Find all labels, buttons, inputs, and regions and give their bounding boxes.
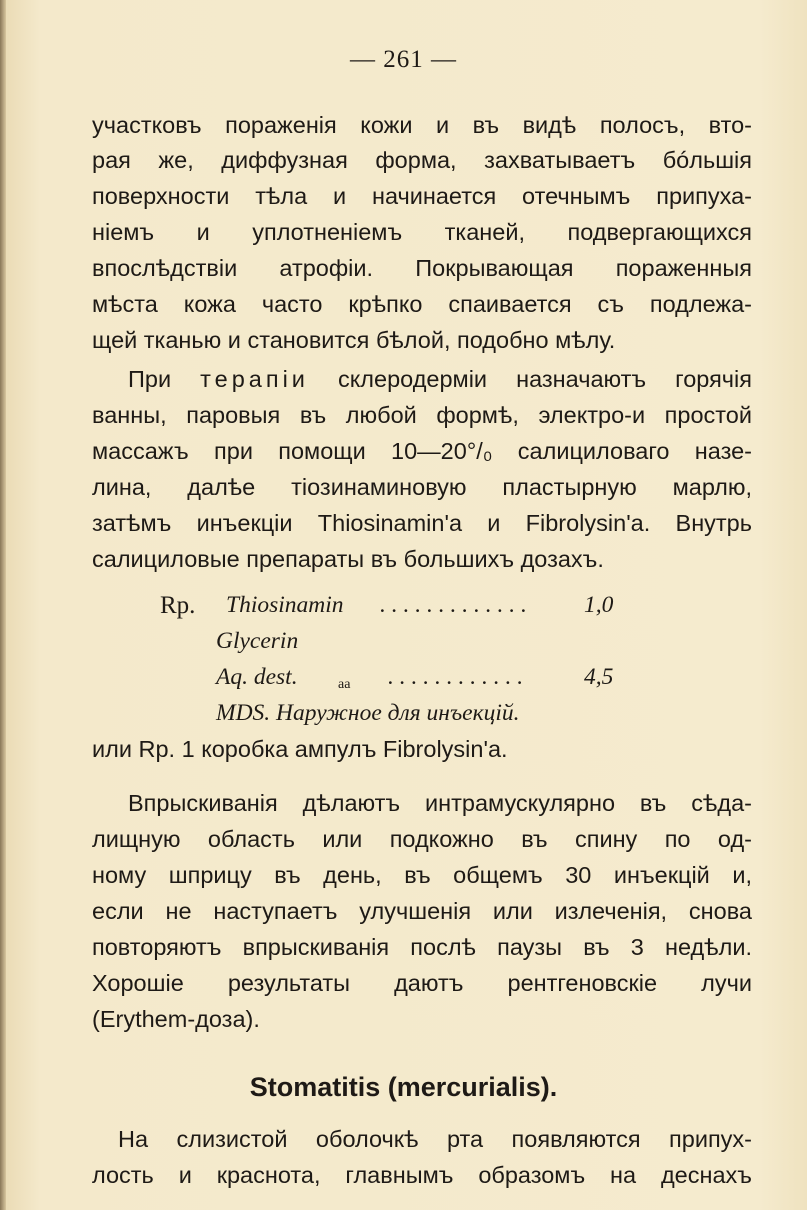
text-line: впослѣдствіи атрофіи. Покрывающая пораженныя — [92, 255, 752, 281]
page-edge — [0, 0, 6, 1210]
rx-dots: . . . . . . . . . . . . — [388, 664, 524, 690]
section-heading: Stomatitis (mercurialis). — [249, 1072, 558, 1102]
text-line: мѣста кожа часто крѣпко спаивается съ подлежа- — [92, 291, 752, 317]
text-line: (Erythem-доза). — [92, 1006, 260, 1032]
paragraph-first-line — [128, 366, 752, 393]
rx-instruction: MDS. Наружное для инъекцій. — [216, 700, 520, 726]
text-line: повторяютъ впрыскиванія послѣ паузы въ 3 недѣли. — [92, 934, 752, 960]
aa-abbrev: aa — [338, 677, 351, 692]
rx-label: Rp. — [160, 592, 196, 619]
text-line: массажъ при помощи 10—20°/₀ салициловаго назе- — [92, 438, 752, 464]
rx-dots: . . . . . . . . . . . . . — [380, 592, 527, 618]
text-line: Хорошіе результаты даютъ рентгеновскіе лучи — [92, 970, 752, 996]
rx-aa-mark — [338, 664, 350, 691]
text-line: салициловые препараты въ большихъ дозахъ. — [92, 546, 604, 572]
text-line: рая же, диффузная форма, захватываетъ бóльшія — [92, 147, 752, 173]
text-line: затѣмъ инъекціи Thiosinamin'a и Fibrolysin'a. Внутрь — [92, 510, 752, 536]
text-line: поверхности тѣла и начинается отечнымъ припуха- — [92, 183, 752, 209]
text-span: При — [128, 366, 201, 392]
rx-alternative: или Rp. 1 коробка ампулъ Fibrolysin'a. — [92, 736, 508, 762]
page-number: — 261 — — [350, 46, 457, 73]
rx-item-name: Aq. dest. — [216, 664, 298, 690]
text-line: ному шприцу въ день, въ общемъ 30 инъекцій и, — [92, 862, 752, 888]
rx-dose: 4,5 — [584, 664, 614, 690]
text-line: участковъ пораженія кожи и въ видѣ полосъ, вто- — [92, 112, 752, 138]
text-line: лина, далѣе тіозинаминовую пластырную марлю, — [92, 474, 752, 500]
text-line: На слизистой оболочкѣ рта появляются припух- — [118, 1126, 752, 1152]
text-line: ніемъ и уплотненіемъ тканей, подвергающихся — [92, 219, 752, 245]
text-line: если не наступаетъ улучшенія или излеченія, снова — [92, 898, 752, 924]
text-line: Впрыскиванія дѣлаютъ интрамускулярно въ сѣда- — [128, 790, 752, 816]
text-span: склеродерміи назначаютъ горячія — [308, 366, 752, 392]
spaced-word: терапіи — [200, 366, 309, 392]
text-line: щей тканью и становится бѣлой, подобно мѣлу. — [92, 327, 616, 353]
text-line: ванны, паровыя въ любой формѣ, электро-и простой — [92, 402, 752, 428]
text-line: лость и краснота, главнымъ образомъ на деснахъ — [92, 1162, 752, 1188]
rx-item-name: Glycerin — [216, 628, 299, 654]
text-line: лищную область или подкожно въ спину по од- — [92, 826, 752, 852]
rx-dose: 1,0 — [584, 592, 614, 618]
rx-item-name: Thiosinamin — [226, 592, 344, 618]
